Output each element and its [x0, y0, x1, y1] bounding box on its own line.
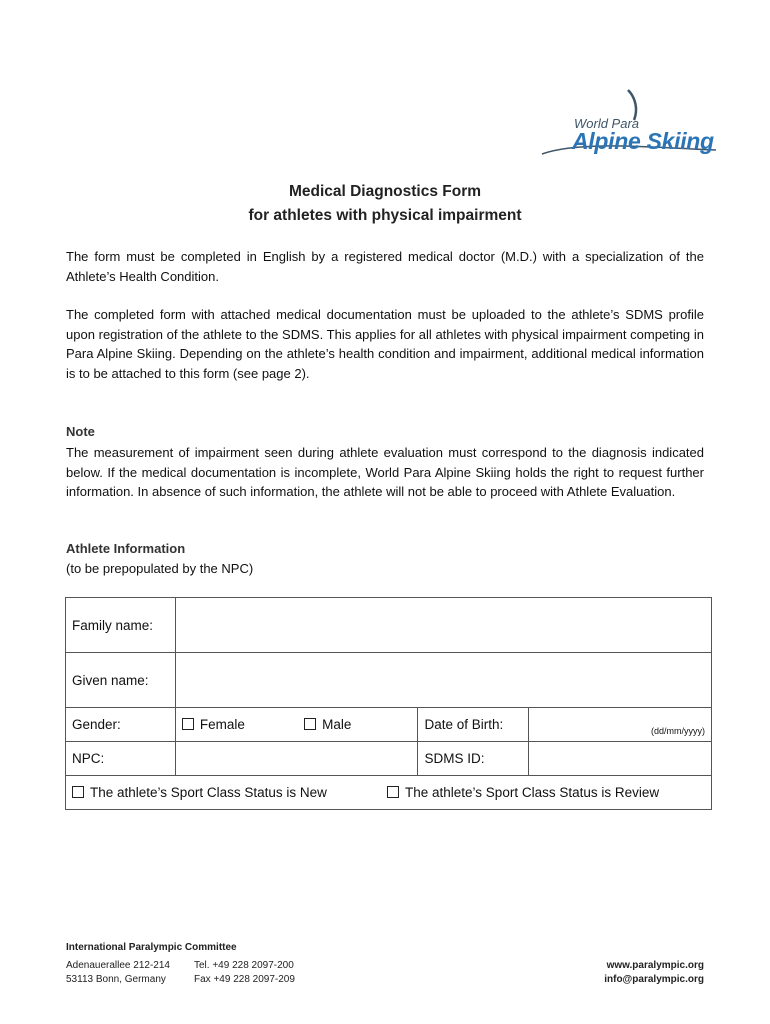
gender-label: Gender: [66, 708, 176, 742]
status-new-label: The athlete’s Sport Class Status is New [90, 785, 327, 800]
dob-field[interactable] [529, 708, 712, 742]
status-new-option[interactable] [72, 785, 387, 800]
status-review-checkbox[interactable] [387, 786, 399, 798]
npc-label: NPC: [66, 742, 176, 776]
intro-paragraph: The form must be completed in English by a registered medical doctor (M.D.) with a specialization of the Athlete’s Health Condition. [66, 249, 704, 284]
form-subtitle: for athletes with physical impairment [248, 207, 522, 224]
dob-label: Date of Birth: [418, 708, 529, 742]
family-name-label: Family name: [66, 598, 176, 653]
logo-line2: Alpine Skiing [572, 128, 714, 154]
npc-field[interactable] [175, 742, 418, 776]
upload-paragraph: The completed form with attached medical documentation must be uploaded to the athlete’s SDMS profile upon registration of the athlete to the SDMS. This applies for all athletes with physical impairment competing in Para Alpine Skiing. Depending on the athlete’s health condition and impairment, additional medical information is to be attached to this form (see page 2). [66, 307, 704, 381]
female-checkbox[interactable] [182, 718, 194, 730]
footer-address-line1: Adenauerallee 212-214 [66, 960, 170, 971]
family-name-field[interactable] [175, 598, 711, 653]
footer-address-line2: 53113 Bonn, Germany [66, 974, 166, 985]
world-para-alpine-skiing-logo [540, 88, 730, 168]
form-title: Medical Diagnostics Form [288, 183, 482, 200]
dob-format-hint: (dd/mm/yyyy) [651, 725, 705, 736]
logo-line1: World Para [574, 116, 640, 131]
athlete-info-subheading: (to be prepopulated by the NPC) [66, 561, 254, 576]
status-review-option[interactable] [387, 785, 659, 800]
given-name-field[interactable] [175, 653, 711, 708]
gender-female-option[interactable] [175, 708, 298, 742]
athlete-info-heading: Athlete Information [66, 541, 186, 556]
athlete-info-table [65, 597, 712, 810]
male-label: Male [322, 717, 352, 732]
status-new-checkbox[interactable] [72, 786, 84, 798]
sdms-id-label: SDMS ID: [418, 742, 529, 776]
footer-fax: Fax +49 228 2097-209 [194, 974, 295, 985]
sdms-id-field[interactable] [529, 742, 712, 776]
given-name-label: Given name: [66, 653, 176, 708]
note-heading: Note [66, 424, 95, 439]
male-checkbox[interactable] [304, 718, 316, 730]
note-paragraph: The measurement of impairment seen during athlete evaluation must correspond to the diagnosis indicated below. If the medical documentation is incomplete, World Para Alpine Skiing holds the right to request further information. In absence of such information, the athlete will not be able to proceed with Athlete Evaluation. [66, 445, 704, 500]
footer-website-link[interactable]: www.paralympic.org [606, 960, 704, 971]
female-label: Female [199, 717, 245, 732]
sport-class-status-row [66, 776, 712, 810]
footer-organization: International Paralympic Committee [66, 942, 237, 953]
footer-email-link[interactable]: info@paralympic.org [604, 974, 704, 985]
footer-telephone: Tel. +49 228 2097-200 [194, 960, 294, 971]
gender-male-option[interactable] [298, 708, 418, 742]
status-review-label: The athlete’s Sport Class Status is Review [405, 785, 660, 800]
